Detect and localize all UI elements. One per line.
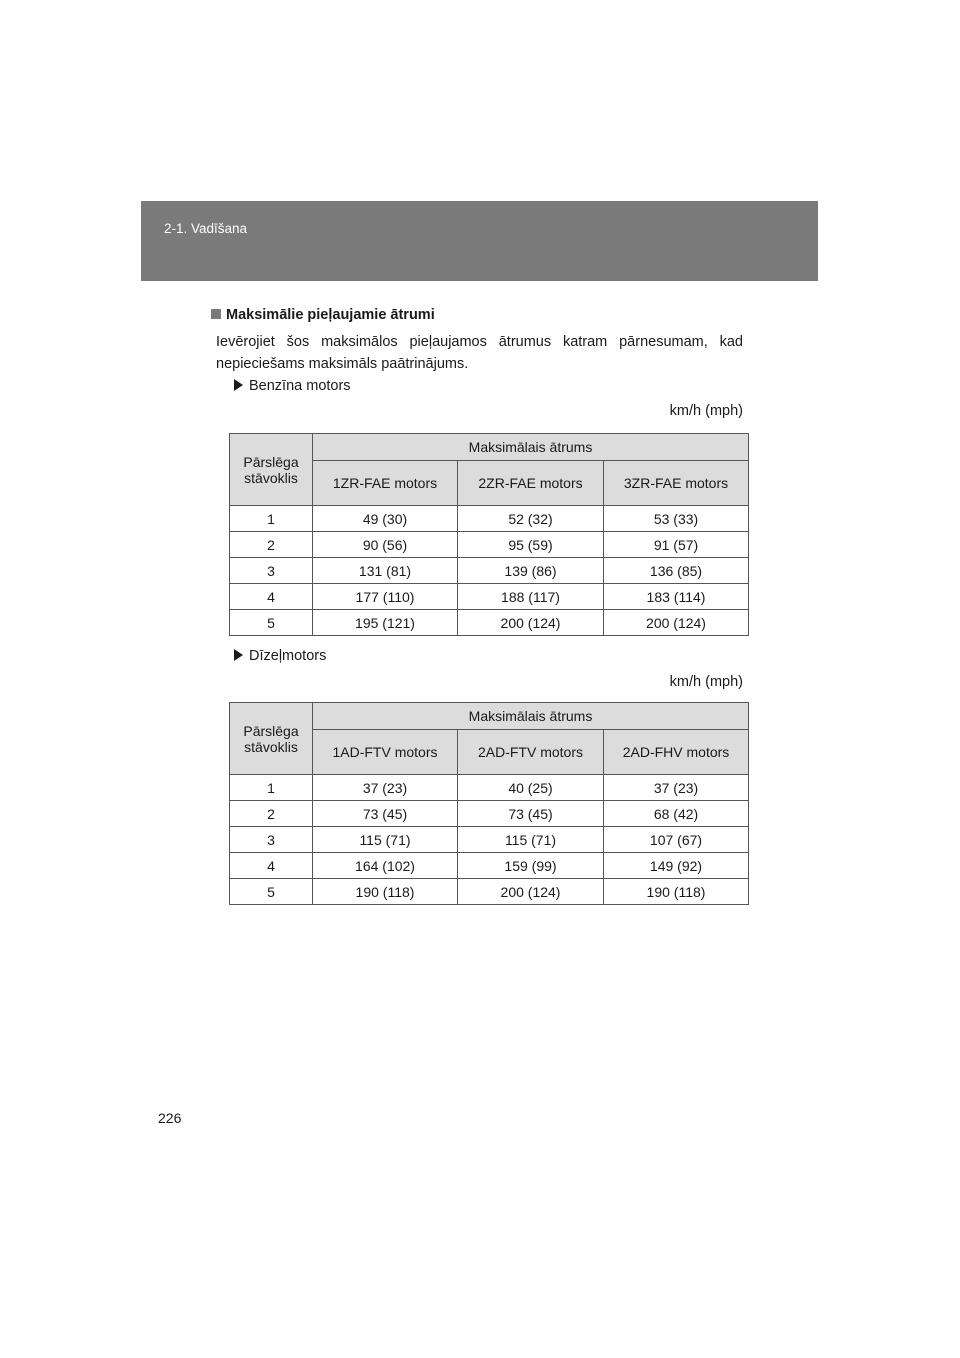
table-row (230, 775, 749, 801)
diesel-speed-table (229, 702, 749, 905)
gear-cell: 4 (230, 853, 313, 879)
table-row (230, 827, 749, 853)
header-section-title: 2-1. Vadīšana (164, 221, 248, 236)
speed-cell: 200 (124) (458, 879, 604, 905)
speed-cell: 49 (30) (313, 506, 458, 532)
petrol-unit-label: km/h (mph) (669, 403, 743, 419)
table-row (230, 506, 749, 532)
diesel-unit-label: km/h (mph) (669, 674, 743, 690)
triangle-bullet-icon (234, 379, 243, 391)
gear-cell: 3 (230, 827, 313, 853)
speed-cell: 68 (42) (604, 801, 749, 827)
section-title (211, 307, 435, 323)
speed-cell: 159 (99) (458, 853, 604, 879)
speed-cell: 136 (85) (604, 558, 749, 584)
table-row (230, 853, 749, 879)
speed-cell: 52 (32) (458, 506, 604, 532)
speed-cell: 40 (25) (458, 775, 604, 801)
petrol-engine-heading (234, 378, 351, 394)
speed-cell: 91 (57) (604, 532, 749, 558)
speed-cell: 200 (124) (458, 610, 604, 636)
table-row (230, 879, 749, 905)
section-title-text: Maksimālie pieļaujamie ātrumi (226, 307, 435, 323)
gear-cell: 5 (230, 879, 313, 905)
engine-header: 3ZR-FAE motors (604, 461, 749, 506)
speed-cell: 115 (71) (313, 827, 458, 853)
speed-cell: 115 (71) (458, 827, 604, 853)
engine-header: 2AD-FHV motors (604, 730, 749, 775)
intro-paragraph: Ievērojiet šos maksimālos pieļaujamos ātrumus katram pārnesumam, kad nepieciešams maksimāls paātrinājums. (216, 334, 743, 372)
square-bullet-icon (211, 309, 221, 319)
triangle-bullet-icon (234, 649, 243, 661)
gear-cell: 3 (230, 558, 313, 584)
table-row (230, 584, 749, 610)
speed-cell: 190 (118) (313, 879, 458, 905)
speed-cell: 188 (117) (458, 584, 604, 610)
table-row (230, 801, 749, 827)
gear-column-header-text: Pārslēga stāvoklis (243, 722, 299, 755)
diesel-engine-label: Dīzeļmotors (249, 648, 327, 664)
max-speed-header: Maksimālais ātrums (313, 434, 749, 461)
speed-cell: 73 (45) (313, 801, 458, 827)
speed-cell: 95 (59) (458, 532, 604, 558)
engine-header: 2ZR-FAE motors (458, 461, 604, 506)
gear-cell: 1 (230, 775, 313, 801)
gear-column-header-text: Pārslēga stāvoklis (243, 453, 299, 486)
gear-cell: 4 (230, 584, 313, 610)
speed-cell: 139 (86) (458, 558, 604, 584)
gear-cell: 2 (230, 801, 313, 827)
gear-cell: 2 (230, 532, 313, 558)
gear-column-header (230, 703, 313, 775)
speed-cell: 37 (23) (604, 775, 749, 801)
engine-header: 2AD-FTV motors (458, 730, 604, 775)
table-row (230, 532, 749, 558)
speed-cell: 107 (67) (604, 827, 749, 853)
gear-cell: 1 (230, 506, 313, 532)
speed-cell: 131 (81) (313, 558, 458, 584)
speed-cell: 164 (102) (313, 853, 458, 879)
max-speed-header: Maksimālais ātrums (313, 703, 749, 730)
gear-cell: 5 (230, 610, 313, 636)
gear-column-header (230, 434, 313, 506)
speed-cell: 200 (124) (604, 610, 749, 636)
table-row (230, 558, 749, 584)
table-row (230, 610, 749, 636)
speed-cell: 190 (118) (604, 879, 749, 905)
diesel-engine-heading (234, 648, 326, 664)
speed-cell: 90 (56) (313, 532, 458, 558)
engine-header: 1ZR-FAE motors (313, 461, 458, 506)
petrol-speed-table (229, 433, 749, 636)
page-number: 226 (158, 1110, 182, 1126)
speed-cell: 73 (45) (458, 801, 604, 827)
speed-cell: 37 (23) (313, 775, 458, 801)
speed-cell: 149 (92) (604, 853, 749, 879)
engine-header: 1AD-FTV motors (313, 730, 458, 775)
speed-cell: 177 (110) (313, 584, 458, 610)
petrol-engine-label: Benzīna motors (249, 378, 351, 394)
speed-cell: 53 (33) (604, 506, 749, 532)
speed-cell: 195 (121) (313, 610, 458, 636)
page-header (141, 201, 818, 281)
speed-cell: 183 (114) (604, 584, 749, 610)
